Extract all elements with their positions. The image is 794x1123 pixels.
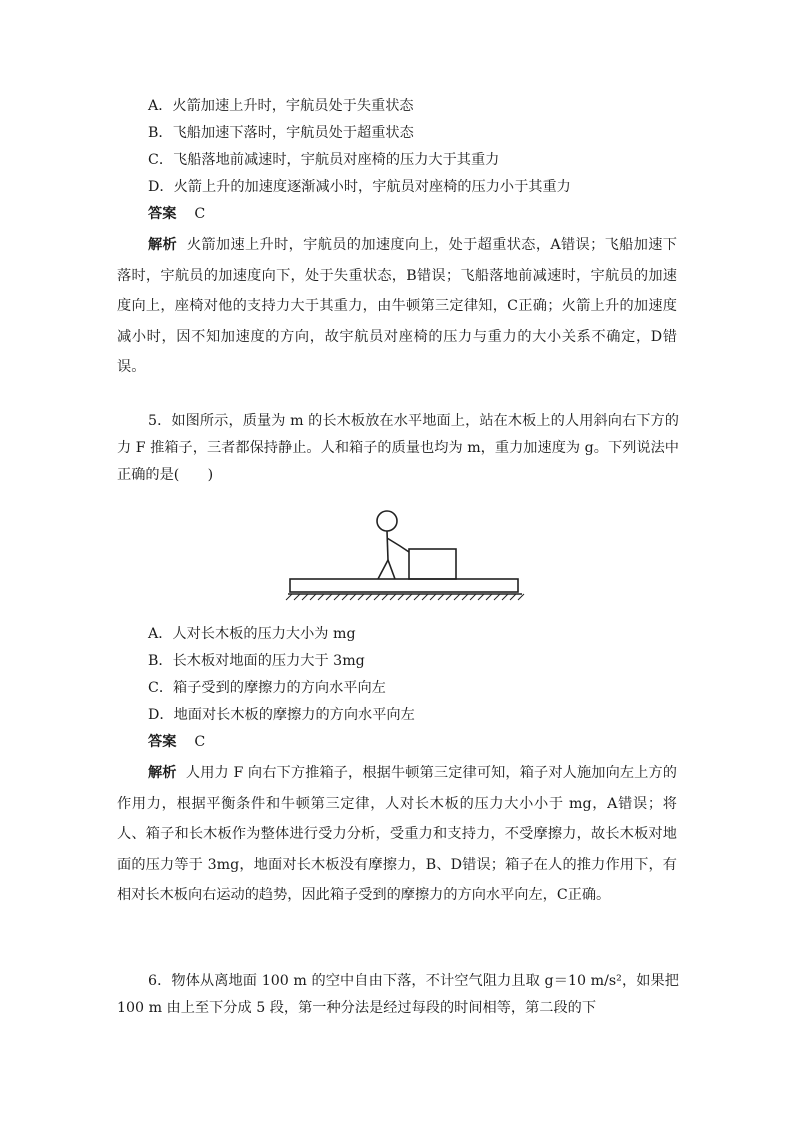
q4-analysis-label: 解析 <box>148 237 178 253</box>
q5-answer-value: C <box>194 734 206 750</box>
q4-answer <box>148 204 205 224</box>
q4-analysis-text: 火箭加速上升时，宇航员的加速度向上，处于超重状态，A错误；飞船加速下落时，宇航员的加速度向下，处于失重状态，B错误；飞船落地前减速时，宇航员的加速度向上，座椅对他的支持力大于其重力，由牛顿第三定律知，C正确；火箭上升的加速度减小时，因不知加速度的方向，故宇航员对座椅的压力与重力的大小关系不确定，D错误。 <box>117 237 677 375</box>
ground-hatching <box>286 594 524 600</box>
q4-option-b: B．飞船加速下落时，宇航员处于超重状态 <box>148 125 414 141</box>
q5-option-b: B．长木板对地面的压力大于 3mg <box>148 653 365 669</box>
q4-option-a: A．火箭加速上升时，宇航员处于失重状态 <box>148 98 414 114</box>
q5-analysis-label: 解析 <box>148 765 177 781</box>
q4-option-c: C．飞船落地前减速时，宇航员对座椅的压力大于其重力 <box>148 152 500 168</box>
q5-answer-label: 答案 <box>148 734 177 750</box>
long-board <box>290 579 518 592</box>
person-leg-back <box>378 560 388 579</box>
person-arm <box>387 538 409 552</box>
q5-option-d: D．地面对长木板的摩擦力的方向水平向左 <box>148 707 415 723</box>
q5-stem: 5．如图所示，质量为 m 的长木板放在水平地面上，站在木板上的人用斜向右下方的力 F 推箱子，三者都保持静止。人和箱子的质量也均为 m，重力加速度为 g。下列说法中正确的是( ) <box>117 413 679 483</box>
person-head <box>377 511 397 531</box>
q5-option-c: C．箱子受到的摩擦力的方向水平向左 <box>148 680 386 696</box>
q5-analysis <box>117 758 677 911</box>
q6-stem: 6．物体从离地面 100 m 的空中自由下落，不计空气阻力且取 g＝10 m/s²，如果把 100 m 由上至下分成 5 段，第一种分法是经过每段的时间相等，第二段的下 <box>117 973 679 1016</box>
q4-analysis <box>117 230 677 383</box>
q4-answer-value: C <box>194 206 206 222</box>
q5-figure <box>270 494 552 612</box>
box <box>409 549 456 579</box>
q4-answer-label: 答案 <box>148 206 177 222</box>
person-body <box>387 531 388 560</box>
q5-answer <box>148 732 205 752</box>
q4-option-d: D．火箭上升的加速度逐渐减小时，宇航员对座椅的压力小于其重力 <box>148 179 571 195</box>
q5-analysis-text: 人用力 F 向右下方推箱子，根据牛顿第三定律可知，箱子对人施加向左上方的作用力，根据平衡条件和牛顿第三定律，人对长木板的压力大小小于 mg，A错误；将人、箱子和长木板作为整体进行受力分析，受重力和支持力，不受摩擦力，故长木板对地面的压力等于 3mg，地面对长木板没有摩擦力，B、D错误；箱子在人的推力作用下，有相对长木板向右运动的趋势，因此箱子受到的摩擦力的方向水平向左，C正确。 <box>117 765 677 903</box>
q5-option-a: A．人对长木板的压力大小为 mg <box>148 626 356 642</box>
person-leg-front <box>388 560 395 579</box>
